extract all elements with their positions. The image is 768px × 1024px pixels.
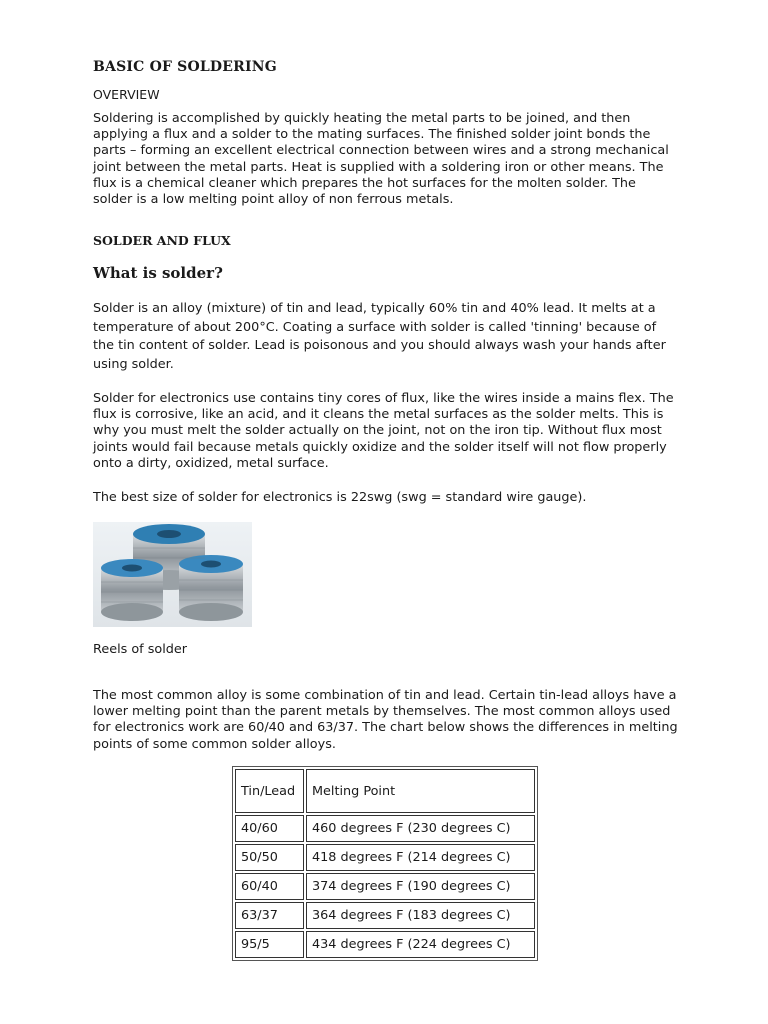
solder-reels-image xyxy=(93,522,252,627)
table-cell-melting-point: 374 degrees F (190 degrees C) xyxy=(306,873,535,900)
table-cell-alloy: 50/50 xyxy=(235,844,304,871)
table-cell-melting-point: 364 degrees F (183 degrees C) xyxy=(306,902,535,929)
table-row xyxy=(235,873,535,900)
document-title: BASIC OF SOLDERING xyxy=(93,59,277,75)
question-heading: What is solder? xyxy=(93,264,223,282)
table-header-melting-point: Melting Point xyxy=(306,769,535,813)
intro-paragraph: Soldering is accomplished by quickly heating the metal parts to be joined, and then applying a flux and a solder to the mating surfaces. The finished solder joint bonds the parts – forming an excellent electrical connection between wires and a strong mechanical joint between the metal parts. Heat is supplied with a soldering iron or other means. The flux is a chemical cleaner which prepares the hot surfaces for the molten solder. The solder is a low melting point alloy of non ferrous metals. xyxy=(93,111,669,208)
table-cell-alloy: 95/5 xyxy=(235,931,304,958)
table-cell-alloy: 60/40 xyxy=(235,873,304,900)
table-cell-melting-point: 460 degrees F (230 degrees C) xyxy=(306,815,535,842)
paragraph-solder-size: The best size of solder for electronics is 22swg (swg = standard wire gauge). xyxy=(93,490,587,505)
table-cell-alloy: 63/37 xyxy=(235,902,304,929)
section-heading: SOLDER AND FLUX xyxy=(93,233,231,248)
paragraph-what-is-solder: Solder is an alloy (mixture) of tin and lead, typically 60% tin and 40% lead. It melts at a temperature of about 200°C. Coating a surface with solder is called 'tinning' because of the tin content of solder. Lead is poisonous and you should always wash your hands after using solder. xyxy=(93,301,666,372)
table-row xyxy=(235,815,535,842)
overview-label: OVERVIEW xyxy=(93,87,160,102)
table-row xyxy=(235,931,535,958)
table-cell-melting-point: 434 degrees F (224 degrees C) xyxy=(306,931,535,958)
table-header-tin-lead: Tin/Lead xyxy=(235,769,304,813)
table-row xyxy=(235,902,535,929)
table-cell-melting-point: 418 degrees F (214 degrees C) xyxy=(306,844,535,871)
solder-reels-illustration xyxy=(93,522,252,627)
melting-point-table xyxy=(232,766,538,961)
table-header-row xyxy=(235,769,535,813)
paragraph-alloys: The most common alloy is some combination of tin and lead. Certain tin-lead alloys have a lower melting point than the parent metals by themselves. The most common alloys used for electronics work are 60/40 and 63/37. The chart below shows the differences in melting points of some common solder alloys. xyxy=(93,688,678,752)
table-row xyxy=(235,844,535,871)
image-caption: Reels of solder xyxy=(93,642,188,657)
paragraph-flux: Solder for electronics use contains tiny cores of flux, like the wires inside a mains flex. The flux is corrosive, like an acid, and it cleans the metal surfaces as the solder melts. This is why you must melt the solder actually on the joint, not on the iron tip. Without flux most joints would fail because metals quickly oxidize and the solder itself will not flow properly onto a dirty, oxidized, metal surface. xyxy=(93,391,674,471)
table-cell-alloy: 40/60 xyxy=(235,815,304,842)
